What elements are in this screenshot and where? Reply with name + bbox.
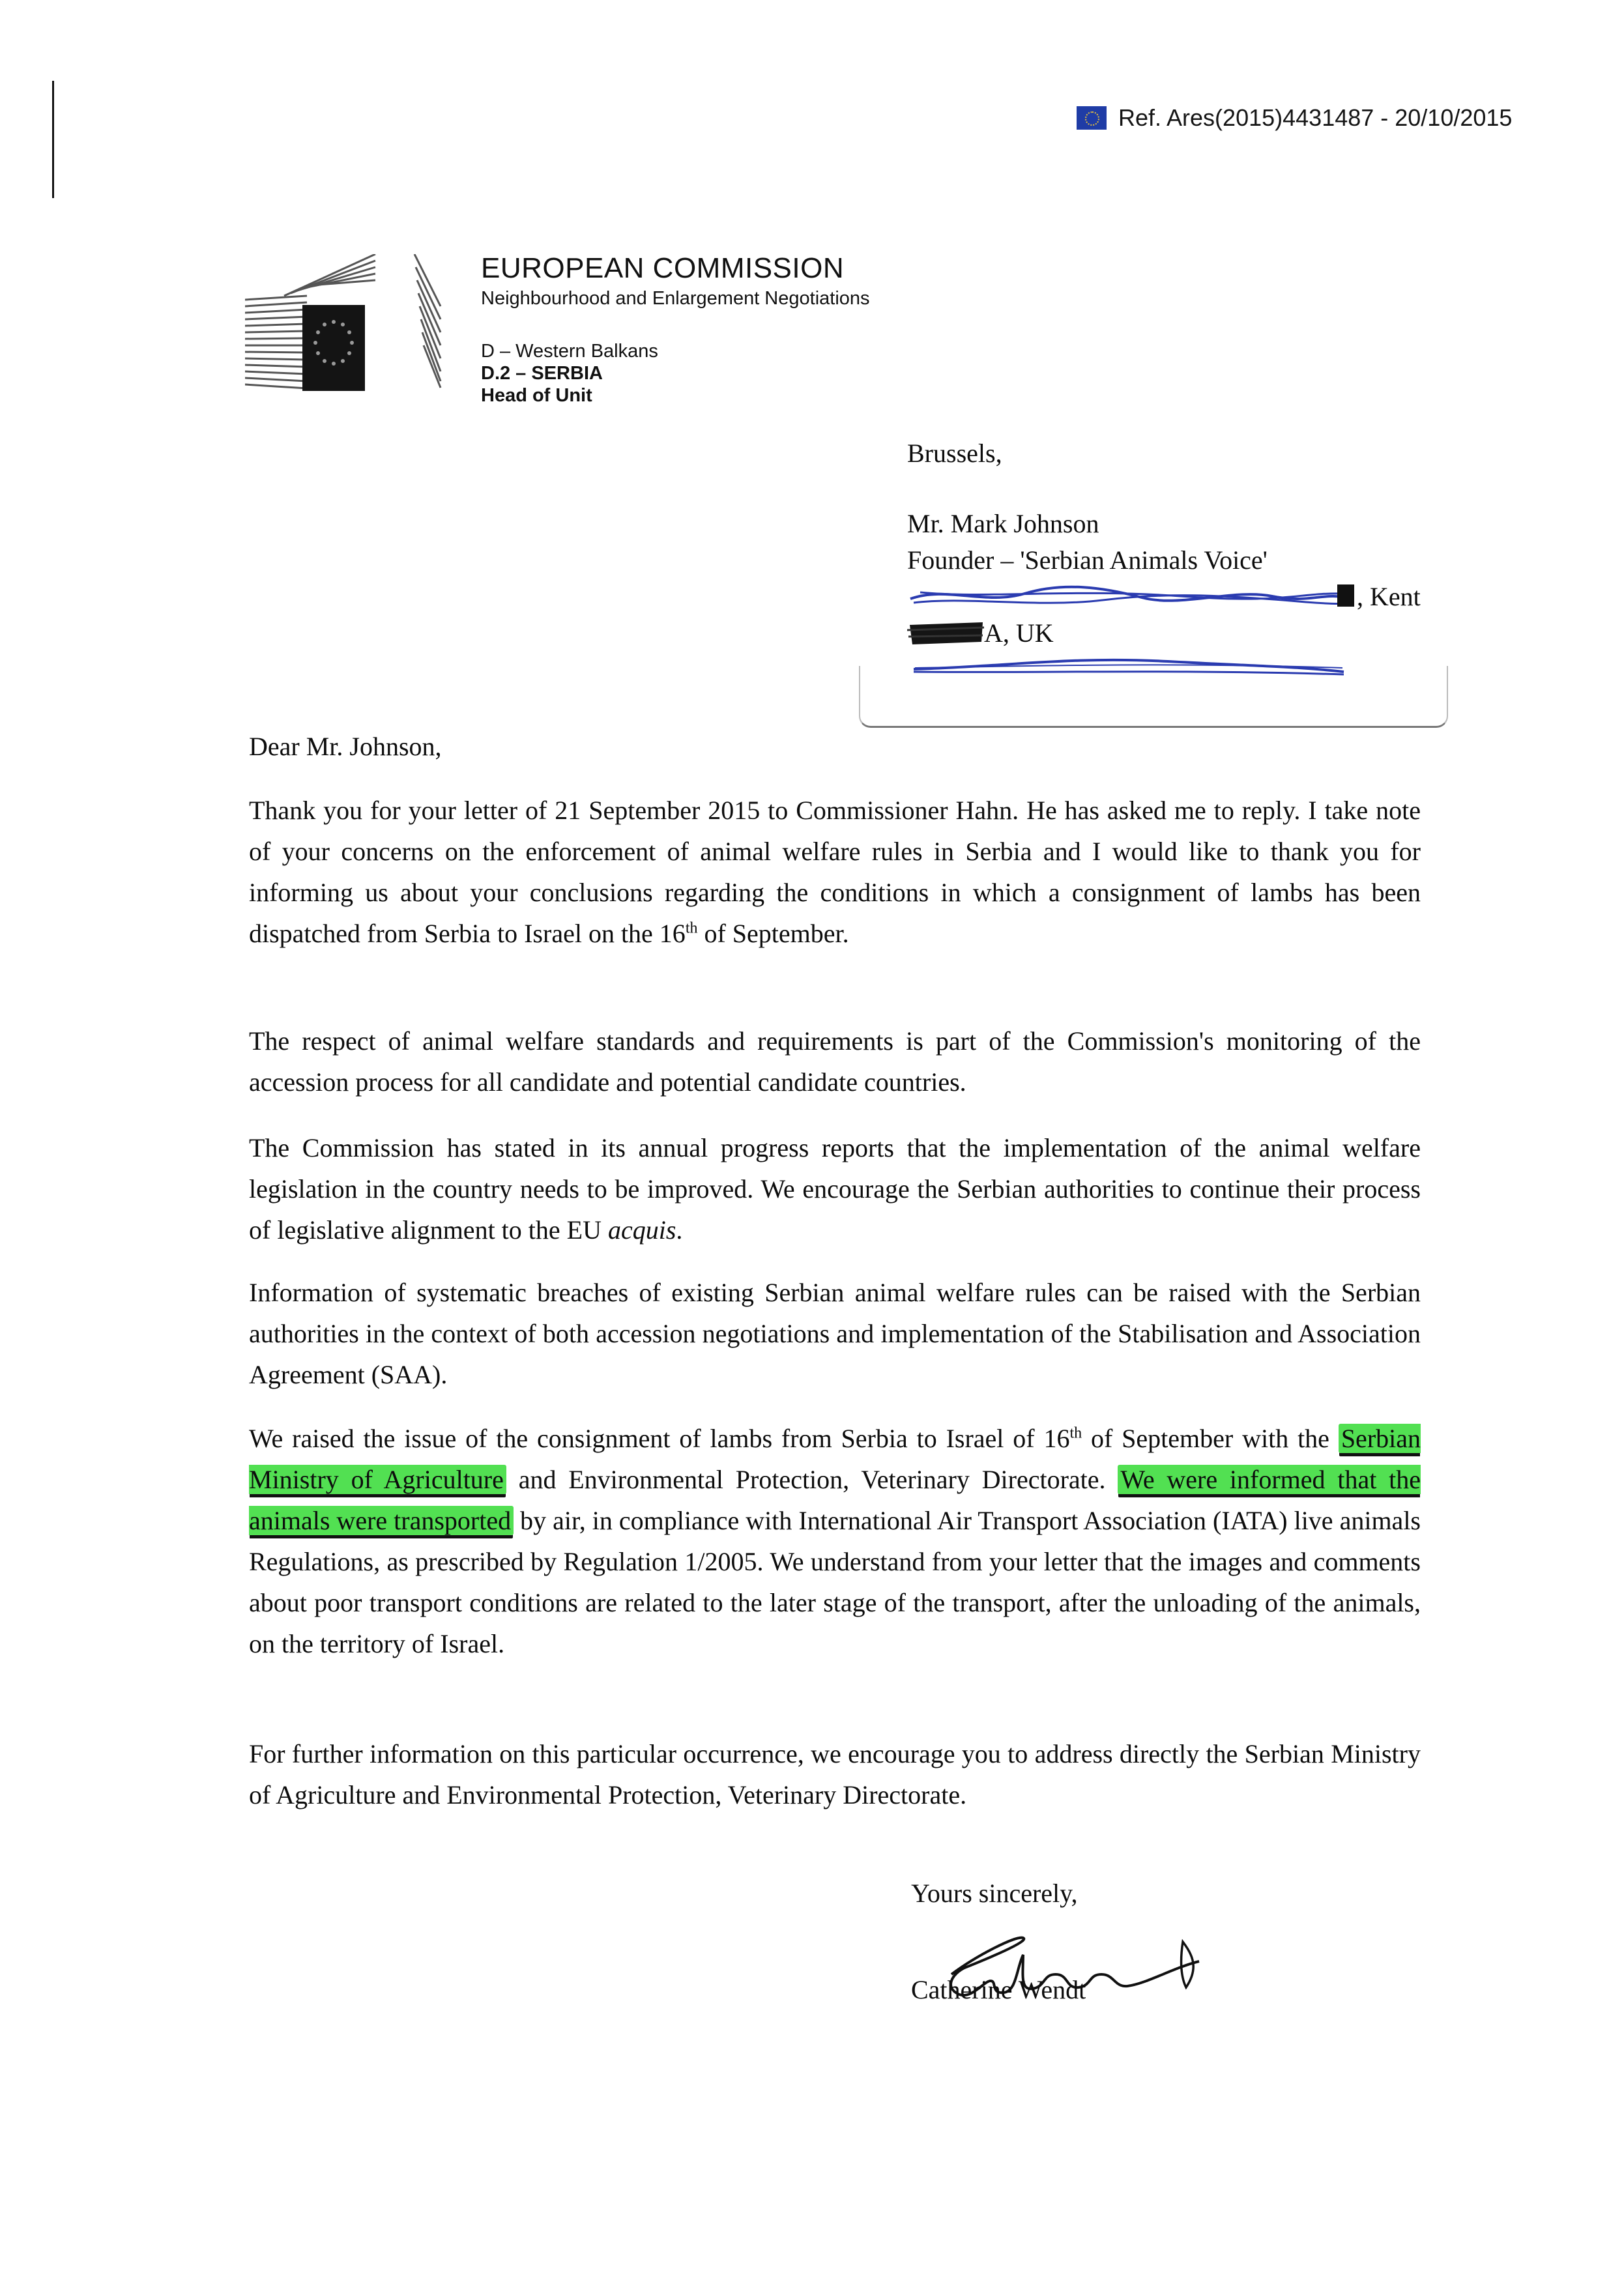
signer-name: Catherine Wendt (911, 1975, 1086, 2004)
recipient-block (907, 506, 1421, 688)
directorate: D – Western Balkans (481, 341, 658, 362)
eu-flag-icon (1077, 106, 1107, 130)
recipient-name: Mr. Mark Johnson (907, 509, 1099, 538)
p1-text: Thank you for your letter of 21 September 2015 to Commissioner Hahn. He has asked me to reply. I take note of your concerns on the enforcement of animal welfare rules in Serbia and I would like to thank you for informing us about your conclusions regarding the conditions in which a consignment of lambs has been dispatched from Serbia to Israel on the 16 (249, 796, 1421, 948)
p1-sup: th (685, 919, 698, 937)
p5-text-4: by air, in compliance with International Air Transport Association (IATA) live animals Regulations, as prescribed by Regulation 1/2005. We understand from your letter that the images and comments about poor transport conditions are related to the later stage of the transport, after the unloading of the animals, on the territory of Israel. (249, 1506, 1421, 1658)
recipient-address-line2 (907, 615, 1421, 652)
position: Head of Unit (481, 385, 592, 406)
p5-text-2: of September with the (1082, 1424, 1339, 1453)
place: Brussels, (907, 439, 1002, 468)
european-commission-logo (245, 254, 486, 397)
highlighted-text-transported: We were informed that the animals were transported (249, 1465, 1421, 1535)
paragraph-6 (249, 1733, 1421, 1815)
paragraph-3 (249, 1127, 1421, 1250)
address-county: , Kent (1357, 582, 1421, 611)
p6-text: For further information on this particular occurrence, we encourage you to address directly the Serbian Ministry of Agriculture and Environmental Protection, Veterinary Directorate. (249, 1739, 1421, 1809)
closing: Yours sincerely, (911, 1879, 1078, 1908)
p3-end: . (676, 1215, 683, 1245)
directorate-general: Neighbourhood and Enlargement Negotiations (481, 288, 870, 309)
p5-text-1: We raised the issue of the consignment of lambs from Serbia to Israel of 16 (249, 1424, 1070, 1453)
letterhead (481, 252, 870, 407)
highlighted-text-ministry: Serbian Ministry of Agriculture (249, 1424, 1421, 1494)
reference-text: Ref. Ares(2015)4431487 - 20/10/2015 (1118, 104, 1513, 131)
address-window-edge (859, 666, 1448, 728)
p5-text-3: and Environmental Protection, Veterinary Directorate. (506, 1465, 1118, 1494)
paragraph-5 (249, 1418, 1421, 1664)
paragraph-1 (249, 790, 1421, 954)
organisation-name: EUROPEAN COMMISSION (481, 252, 845, 284)
redaction-black-2 (907, 615, 984, 652)
p4-text: Information of systematic breaches of existing Serbian animal welfare rules can be raised with the Serbian authorities in the context of both accession negotiations and implementation of the Stabilisation and Association Agreement (SAA). (249, 1278, 1421, 1389)
recipient-role: Founder – 'Serbian Animals Voice' (907, 545, 1268, 575)
recipient-address-line1 (907, 579, 1421, 615)
p5-sup: th (1069, 1424, 1082, 1442)
redaction-scribble-1 (907, 579, 1357, 615)
p2-text: The respect of animal welfare standards and requirements is part of the Commission's monitoring of the accession process for all candidate and potential candidate countries. (249, 1026, 1421, 1097)
address-country: A, UK (984, 618, 1054, 648)
scan-margin-mark (52, 81, 54, 198)
reference-stamp (1077, 104, 1512, 132)
paragraph-4 (249, 1272, 1421, 1395)
p3-italic: acquis (607, 1215, 676, 1245)
paragraph-2 (249, 1020, 1421, 1103)
unit: D.2 – SERBIA (481, 363, 603, 384)
salutation: Dear Mr. Johnson, (249, 732, 442, 761)
p3-text: The Commission has stated in its annual progress reports that the implementation of the animal welfare legislation in the country needs to be improved. We encourage the Serbian authorities to continue their process of legislative alignment to the EU (249, 1133, 1421, 1245)
p1-text-end: of September. (697, 919, 849, 948)
